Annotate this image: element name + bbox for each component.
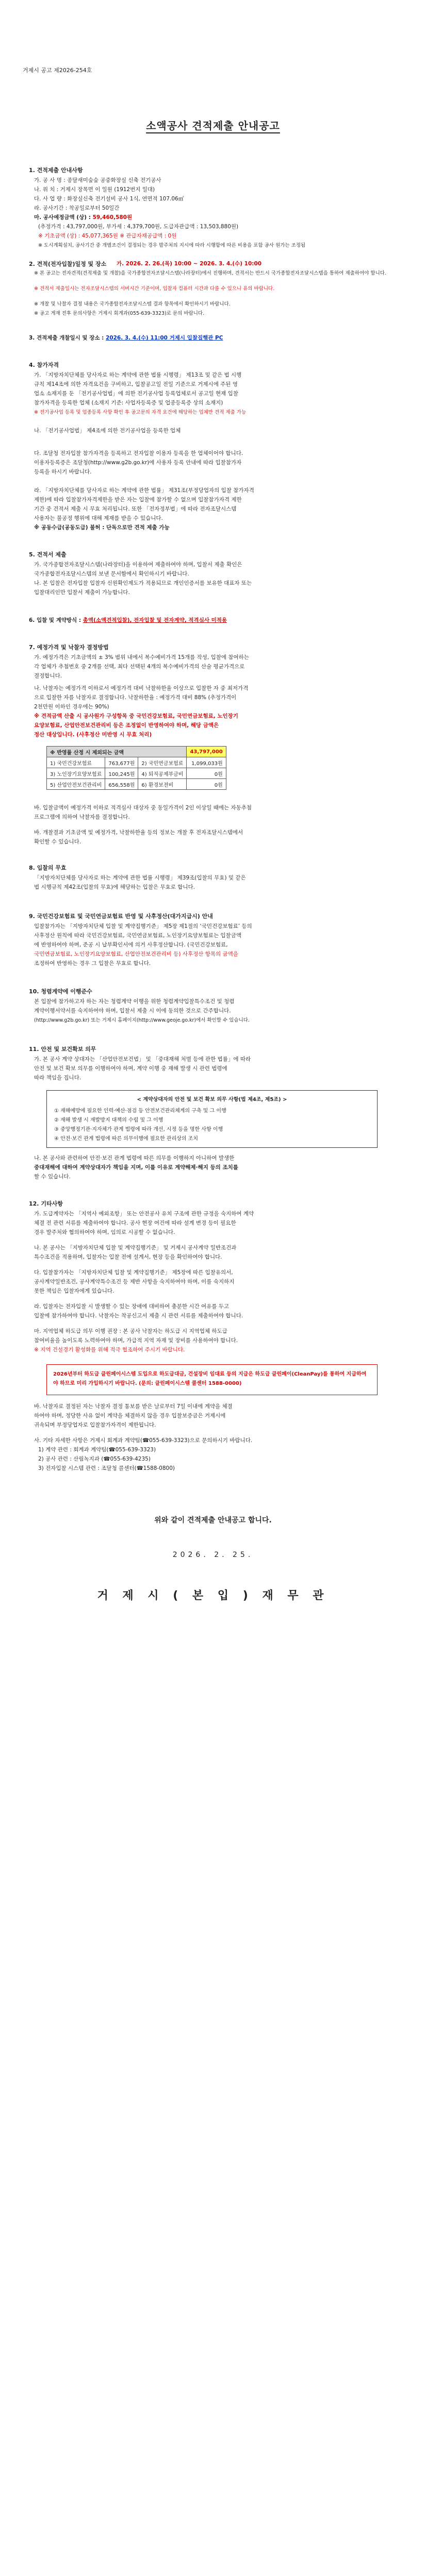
s12-line: 나. 본 공사는 「지방자치단체 입찰 및 계약집행기준」 및 거제시 공사계약 일반조건과 [34, 1245, 237, 1251]
s4-line: 참가자격을 등록한 업체 (소재지 기준: 사업자등록증 및 업종등록증 상의 소재지) [34, 400, 223, 406]
box-item: ④ 안전·보건 관계 법령에 따른 의무이행에 필요한 관리상의 조치 [54, 1136, 199, 1142]
s12-line: 사. 기타 자세한 사항은 거제시 회계과 계약팀(☎055-639-3323)으로 문의하시기 바랍니다. [34, 1437, 253, 1444]
deduction-table [46, 746, 226, 790]
s11-line: 중대재해에 대하여 계약상대자가 책임을 지며, 이를 이유로 계약해제·해지 등의 조치를 [34, 1164, 238, 1171]
s2-period: 가. 2026. 2. 26.(목) 10:00 ~ 2026. 3. 4.(수) 10:00 [117, 261, 262, 267]
s12-contact: 2) 공사 관련 : 산림녹지과 (☎055-639-4235) [38, 1456, 151, 1462]
s4-line: 기간 중 견적서 제출 시 무효 처리됩니다. 또한 「전자정부법」에 따라 전자조달시스템 [34, 506, 237, 512]
s5-line: 나. 본 입찰은 전자입찰 입찰자 신원확인제도가 적용되므로 개인인증서를 보유한 대표자 또는 [34, 580, 252, 586]
section-2-heading: 2. 견적(전자입찰)일정 및 장소 [29, 261, 107, 267]
s8-line: 법 시행규칙 제42조(입찰의 무효)에 해당하는 입찰은 무효로 합니다. [34, 884, 195, 890]
s12-line: 체결 전 관련 서류를 제출하여야 합니다. 공사 현장 여건에 따라 설계 변경 등이 필요한 [34, 1220, 236, 1226]
section-1-heading: 1. 견적제출 안내사항 [29, 167, 83, 174]
section-10-heading: 10. 청렴계약에 이행준수 [29, 988, 92, 995]
s9-line: 에 반영하여야 하며, 준공 시 납부확인서에 의거 사후정산합니다. (국민건강보험료, [34, 942, 228, 948]
s4-line: 규칙 제14조에 의한 자격요건을 구비하고, 입찰공고일 전일 기준으로 거제시에 주된 영 [34, 381, 238, 387]
s7-line: 으로 입찰한 자를 낙찰자로 결정합니다. 낙찰하한율 : 예정가격 대비 88% (추정가격이 [34, 694, 237, 701]
s9-line: 입찰참가자는 「지방자치단체 입찰 및 계약집행기준」 제5장 제1절의 ‘국민건강보험료’ 등의 [34, 923, 252, 929]
s9-line: 사후정산 원칙에 따라 국민건강보험료, 국민연금보험료, 노인장기요양보험료는 입찰금액 [34, 933, 241, 939]
section-5-heading: 5. 견적서 제출 [29, 551, 67, 558]
s7-line: 나. 낙찰자는 예정가격 이하로서 예정가격 대비 낙찰하한율 이상으로 입찰한 자 중 최저가격 [34, 685, 249, 691]
s7-line: 바. 입찰금액이 예정가격 이하로 적격심사 대상자 중 동일가격이 2인 이상일 때에는 자동추첨 [34, 805, 252, 811]
table-header-label: ※ 반영률 산정 시 제외되는 금액 [47, 747, 187, 757]
s12-line: 마. 지역업체 하도급 의무 이행 권장 : 본 공사 낙찰자는 하도급 시 지역업체 하도급 [34, 1328, 227, 1334]
section-7-heading: 7. 예정가격 및 낙찰자 결정방법 [29, 644, 109, 651]
notice-date: 2026. 2. 25. [172, 1551, 254, 1559]
s12-line: 바. 낙찰자로 결정된 자는 낙찰자 결정 통보를 받은 날로부터 7일 이내에 계약을 체결 [34, 1403, 233, 1410]
s7-line: 2천만원 이하인 경우에는 90%) [34, 704, 109, 710]
s1-price-breakdown: (추정가격 : 43,797,000원, 부가세 : 4,379,700원, 도급자관급액 : 13,503,880원) [38, 224, 239, 230]
section-9-heading: 9. 국민건강보험료 및 국민연금보험료 반영 및 사후정산(대가지급시) 안내 [29, 913, 213, 920]
s1-scope: 다. 사 업 량 : 화장실신축 전기설비 공사 1식, 연면적 107.06㎡ [34, 196, 184, 202]
issuing-authority: 거 제 시 ( 본 입 ) 재 무 관 [97, 1589, 329, 1602]
s2-note-4: ※ 공고 게재 전후 문의사항은 거제시 회계과(055-639-3323)로 문의 바랍니다. [34, 311, 205, 316]
s4-note: ※ 전기공사업 등록 및 업종등록 사항 확인 후 공고문의 자격 요건에 해당하는 업체만 견적 제출 가능 [34, 410, 247, 415]
section-3: 3. 견적제출 개찰일시 및 장소 : 2026. 3. 4.(수) 11:00 거제시 입찰집행관 PC [29, 335, 223, 341]
s12-line: 참여비율을 높이도록 노력하여야 하며, 가급적 지역 자재 및 장비를 사용하여야 합니다. [34, 1337, 238, 1344]
s12-line: 못한 책임은 입찰자에게 있습니다. [34, 1288, 114, 1294]
s1-base-amount: ※ 기초금액 (상) : 45,077,365원 ※ 관급자재공급액 : 0원 [38, 233, 177, 239]
s2-note-3: ※ 개찰 및 낙찰자 결정 내용은 국가종합전자조달시스템 결과 항목에서 확인하시기 바랍니다. [34, 301, 231, 307]
cleanpay-notice-box [46, 1364, 378, 1395]
section-4-heading: 4. 참가자격 [29, 362, 59, 368]
s4-line: 제한)에 따라 입찰참가자격제한을 받은 자는 입찰에 참가할 수 없으며 입찰참가자격 제한 [34, 497, 242, 503]
table-row: 3) 노인장기요양보험료 100,245원 4) 퇴직공제부금비 0원 [47, 768, 226, 779]
s1-note: ※ 도시계획설치, 공사기간 중 개별조건이 결정되는 경우 발주처의 지시에 따라 시행함에 따른 비용을 포함 공사 원가는 조정됨 [38, 243, 306, 248]
s10-line: 계약이행서약서를 숙지하여야 하며, 입찰서 제출 시 이에 동의한 것으로 간주합니다. [34, 1008, 231, 1014]
s5-line: 가. 국가종합전자조달시스템(나라장터)을 이용하여 제출하여야 하며, 입찰서 제출 확인은 [34, 562, 242, 568]
cleanpay-notice-text: 2026년부터 하도급 클린페이시스템 도입으로 하도급대금, 건설장비 임대료 등의 지급은 하도급 클린페이(CleanPay)를 통하여 지급하여야 하므로 미리 가입하시기 바랍니다. (문의: 클린페이시스템 콜센터 1588-0000) [53, 1371, 367, 1386]
s7-warning: 정산 대상입니다. (사후정산 미반영 시 무효 처리) [34, 732, 152, 738]
s11-line: 할 수 있습니다. [34, 1174, 71, 1180]
s7-warning: 요양보험료, 산업안전보건관리비 등은 조정없이 반영하여야 하며, 해당 금액은 [34, 722, 219, 728]
s1-period: 라. 공사기간 : 착공일로부터 50일간 [34, 205, 120, 211]
s4-line: 등록을 하시기 바랍니다. [34, 469, 92, 475]
s9-line: 국민연금보험료, 노인장기요양보험료, 산업안전보건관리비 등) 사후정산 항목의 금액을 [34, 951, 238, 957]
s4-line: 라. 「지방자치단체를 당사자로 하는 계약에 관한 법률」 제31조(부정당업자의 입찰 참가자격 [34, 487, 254, 494]
s10-line: 본 입찰에 참가하고자 하는 자는 청렴계약 이행을 위한 청렴계약입찰특수조건 및 청렴 [34, 998, 235, 1005]
box-item: ② 재해 발생 시 재발방지 대책의 수립 및 그 이행 [54, 1117, 163, 1123]
section-12-heading: 12. 기타사항 [29, 1200, 63, 1207]
s7-line: 프로그램에 의하여 낙찰자를 결정합니다. [34, 814, 130, 820]
s7-line: 결정합니다. [34, 673, 62, 679]
closing-statement: 위와 같이 견적제출 안내공고 합니다. [154, 1516, 272, 1524]
s2-note-1: ※ 본 공고는 전자견적(견적제출 및 개찰)을 국가종합전자조달시스템(나라장터)에서 진행하며, 견적서는 반드시 국가종합전자조달시스템을 통하여 제출하여야 합니다. [34, 270, 386, 276]
safety-obligations-box [46, 1090, 378, 1148]
box-title: < 계약상대자의 안전 및 보건 확보 의무 사항(법 제4조, 제5조) > [137, 1097, 287, 1103]
table-row: 1) 국민건강보험료 763,677원 2) 국민연금보험료 1,099,033원 [47, 757, 226, 768]
s12-line: 경우 발주처와 협의하여야 하며, 임의로 시공할 수 없습니다. [34, 1229, 175, 1235]
box-item: ① 재해예방에 필요한 인력·예산·점검 등 안전보건관리체계의 구축 및 그 이행 [54, 1108, 226, 1114]
s9-line: 조정하여 반영하는 경우 그 입찰은 무효로 합니다. [34, 960, 151, 967]
s12-line: 하여야 하며, 정당한 사유 없이 계약을 체결하지 않을 경우 입찰보증금은 거제시에 [34, 1413, 226, 1419]
s12-line: ※ 지역 건설경기 활성화를 위해 적극 협조하여 주시기 바랍니다. [34, 1347, 185, 1353]
s7-line: 확인할 수 있습니다. [34, 839, 81, 845]
s4-line: 사용자는 불공정 행위에 대해 제재를 받을 수 있습니다. [34, 515, 163, 521]
section-8-heading: 8. 입찰의 무효 [29, 865, 67, 871]
s12-line: 라. 입찰자는 전자입찰 시 발생할 수 있는 장애에 대비하여 충분한 시간 여유를 두고 [34, 1303, 230, 1310]
s11-line: 가. 본 공사 계약 상대자는 「산업안전보건법」 및 「중대재해 처벌 등에 관한 법률」에 따라 [34, 1056, 251, 1062]
s4-line: 나. 「전기공사업법」 제4조에 의한 전기공사업을 등록한 업체 [34, 428, 181, 434]
s12-line: 가. 도급계약자는 「지역사 예외조항」 또는 안전공사 유치 구조에 관한 규정을 숙지하여 계약 [34, 1211, 254, 1217]
s7-line: 각 업체가 추첨번호 중 2개를 선택, 최다 선택된 4개의 복수예비가격의 산술 평균가격으로 [34, 664, 245, 670]
section-11-heading: 11. 안전 및 보건확보 의무 [29, 1046, 96, 1053]
table-header-value: 43,797,000 [187, 747, 226, 757]
s4-line: 이용자등록증은 조달청(http://www.g2b.go.kr)에 사용자 등록 안내에 따라 입찰참가자 [34, 460, 242, 466]
s11-line: 나. 본 공사와 관련하여 안전·보건 관계 법령에 따른 의무를 이행하지 아니하여 발생한 [34, 1155, 235, 1161]
s4-line: 가. 「지방자치단체를 당사자로 하는 계약에 관한 법률 시행령」 제13조 및 같은 법 시행 [34, 372, 242, 378]
s7-warning: ※ 견적금액 산출 시 공사원가 구성항목 중 국민건강보험료, 국민연금보험료, 노인장기 [34, 713, 238, 719]
s4-line: 업소 소재지를 둔 「전기공사업법」에 의한 전기공사업 등록업체로서 공고일 현재 입찰 [34, 391, 238, 397]
s1-project-name: 가. 공 사 명 : 종달새미숲숲 공중화장실 신축 전기공사 [34, 177, 161, 183]
s10-line: (http://www.g2b.go.kr) 또는 거제시 홈페이지(http://www.geoje.go.kr)에서 확인할 수 있습니다. [34, 1018, 250, 1023]
s12-line: 특수조건을 적용하며, 입찰자는 입찰 전에 설계서, 현장 등을 확인하여야 합니다. [34, 1254, 222, 1260]
s11-line: 안전 및 보건 확보 의무를 이행하여야 하며, 계약 이행 중 재해 발생 시 관련 법령에 [34, 1065, 227, 1072]
s7-line: 바. 개찰결과 기초금액 및 예정가격, 낙찰하한율 등의 정보는 개찰 후 전자조달시스템에서 [34, 829, 243, 836]
table-row: 5) 산업안전보건관리비 656,558원 6) 환경보전비 0원 [47, 779, 226, 790]
s5-line: 국가종합전자조달시스템의 보낸 문서함에서 확인하시기 바랍니다. [34, 571, 189, 577]
s5-line: 입찰대리인만 입찰서 제출이 가능합니다. [34, 589, 130, 596]
s12-line: 공사계약일반조건, 공사계약특수조건 등 제반 사항을 숙지하여야 하며, 이를 숙지하지 [34, 1279, 235, 1285]
section-6: 6. 입찰 및 계약방식 : 총액(소액견적입찰), 전자입찰 및 전자계약, 적격심사 미적용 [29, 617, 227, 623]
notice-number: 거제시 공고 제2026-254호 [23, 67, 92, 74]
s12-contact: 1) 계약 관련 : 회계과 계약팀(☎055-639-3323) [38, 1447, 156, 1453]
s1-budget: 마. 공사예정금액 (상) : 59,460,580원 [34, 214, 133, 221]
s4-line: ※ 공동수급(공동도급) 불허 : 단독으로만 견적 제출 가능 [34, 524, 170, 531]
s2-note-2: ※ 견적서 제출일시는 전자조달시스템의 서버시간 기준이며, 입찰자 컴퓨터 시간과 다를 수 있으니 유의 바랍니다. [34, 286, 275, 292]
s12-line: 귀속되며 부정당업자로 입찰참가자격이 제한됩니다. [34, 1422, 156, 1428]
s12-contact: 3) 전자입찰 시스템 관련 : 조달청 콜센터(☎1588-0800) [38, 1465, 175, 1471]
box-item: ③ 중앙행정기관·지자체가 관계 법령에 따라 개선, 시정 등을 명한 사항 이행 [54, 1127, 223, 1132]
s7-line: 가. 예정가격은 기초금액의 ± 3% 범위 내에서 복수예비가격 15개를 작성, 입찰에 참여하는 [34, 654, 249, 660]
s8-line: 「지방자치단체를 당사자로 하는 계약에 관한 법률 시행령」 제39조(입찰의 무효) 및 같은 [34, 875, 246, 881]
s12-line: 입찰에 참가하여야 합니다. 낙찰자는 착공신고서 제출 시 관련 서류를 제출하여야 합니다. [34, 1313, 243, 1319]
s1-location: 나. 위 치 : 거제시 장목면 이 일원 (1912번지 일대) [34, 187, 155, 193]
s12-line: 다. 입찰참가자는 「지방자치단체 입찰 및 계약집행기준」 제5장에 따른 입찰유의서, [34, 1269, 233, 1276]
page-title: 소액공사 견적제출 안내공고 [146, 120, 280, 132]
s4-line: 다. 조달청 전자입찰 참가자격을 등록하고 전자입찰 이용자 등록을 한 업체이어야 합니다. [34, 450, 243, 456]
s11-line: 따라 책임을 집니다. [34, 1075, 81, 1081]
